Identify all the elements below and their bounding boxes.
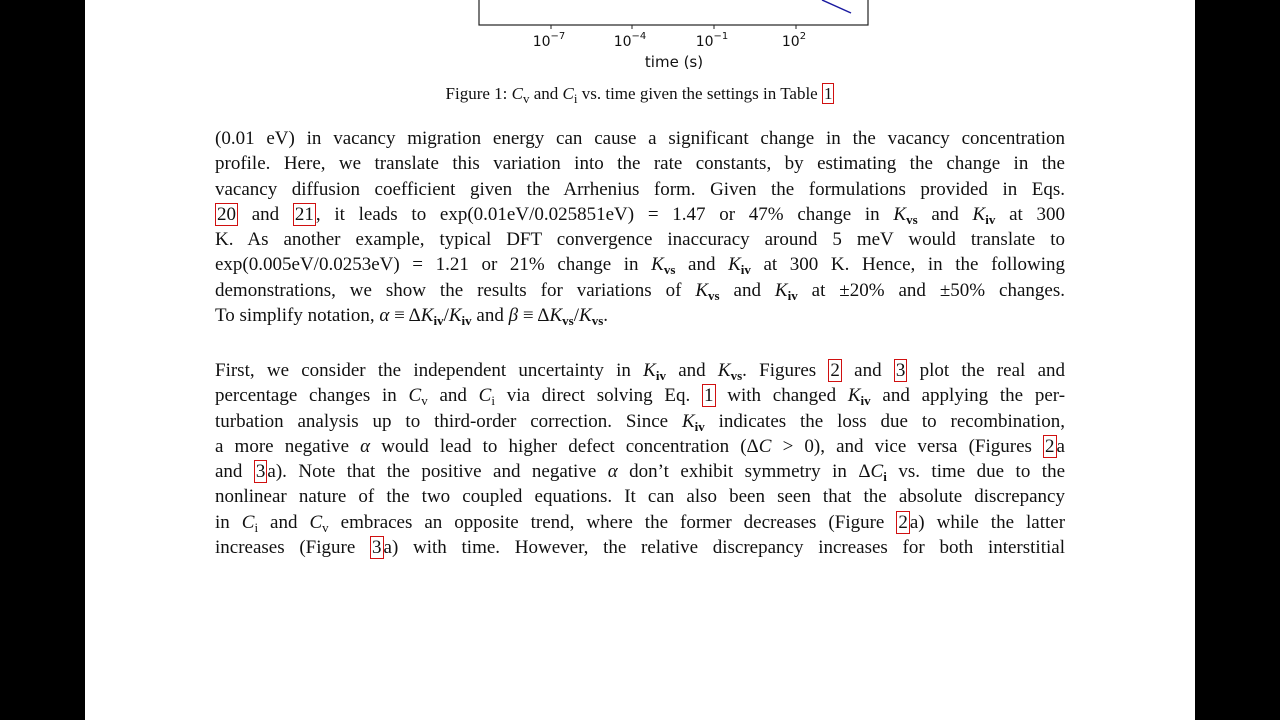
reference-link[interactable]: 20 — [217, 203, 236, 225]
text: increases (Figure — [215, 537, 371, 559]
reference-link[interactable]: 2 — [1045, 435, 1055, 457]
math-symbol: β — [508, 305, 519, 327]
text: at ±20% and ±50% changes. — [797, 279, 1065, 301]
subscript: vs — [663, 262, 676, 278]
text: percentage changes in — [215, 385, 409, 407]
subscript: v — [522, 91, 530, 106]
text: / — [443, 305, 449, 327]
text: and — [427, 385, 479, 407]
text: and — [471, 305, 509, 327]
math-symbol: K — [847, 385, 861, 407]
text-line — [215, 434, 1065, 459]
text: would lead to higher defect concentration (Δ — [370, 435, 759, 457]
text-line — [215, 459, 1065, 484]
subscript: i — [254, 519, 259, 535]
text-line — [215, 510, 1065, 535]
text: > 0), and vice versa (Figures — [771, 435, 1044, 457]
text: a) while the latter — [909, 511, 1066, 533]
plot-axes-frame — [479, 0, 868, 25]
math-symbol: K — [681, 410, 695, 432]
text: and — [917, 203, 973, 225]
math-symbol: C — [870, 461, 884, 483]
paper-page — [85, 0, 1195, 720]
x-tick-label: $10^{-7}$ — [532, 31, 566, 50]
subscript: iv — [860, 393, 871, 409]
subscript: v — [421, 393, 428, 409]
reference-link[interactable]: 2 — [898, 511, 908, 533]
subscript: vs — [708, 287, 720, 303]
subscript: iv — [694, 418, 705, 434]
text-line — [215, 278, 1065, 303]
text: embraces an opposite trend, where the former decreases (Figure — [328, 511, 897, 533]
math-symbol: α — [607, 461, 618, 483]
text: and applying the per- — [870, 385, 1066, 407]
math-symbol: K — [774, 279, 788, 301]
reference-link[interactable]: 3 — [895, 360, 906, 381]
text: and — [665, 360, 718, 381]
math-symbol: K — [893, 203, 907, 225]
math-symbol: K — [728, 254, 741, 276]
text: K. As another example, typical DFT convergence inaccuracy around 5 meV would translate to — [215, 229, 1065, 251]
x-tick-label: $10^{-4}$ — [613, 31, 647, 50]
reference-link[interactable]: 1 — [823, 84, 833, 103]
text: vs. time given the settings in Table — [577, 84, 822, 103]
math-symbol: C — [241, 511, 255, 533]
text: and — [529, 84, 563, 103]
text: ≡ Δ — [518, 305, 550, 327]
text: exp(0.005eV/0.0253eV) = 1.21 or 21% change in — [215, 254, 652, 276]
math-symbol: K — [643, 360, 656, 381]
subscript: iv — [655, 368, 666, 383]
text-line — [215, 177, 1065, 202]
math-symbol: K — [972, 203, 986, 225]
subscript: i — [573, 91, 578, 106]
text: , it leads to exp(0.01eV/0.025851eV) = 1.47 or 47% change in — [315, 203, 894, 225]
x-tick-label: $10^2$ — [781, 31, 807, 50]
text: and — [675, 254, 729, 276]
subscript: v — [322, 519, 329, 535]
text: To simplify notation, — [215, 305, 380, 327]
reference-link[interactable]: 3 — [372, 537, 382, 559]
reference-link[interactable]: 21 — [294, 203, 314, 225]
text-line — [215, 202, 1065, 227]
math-symbol: C — [309, 511, 323, 533]
math-symbol: K — [448, 305, 462, 327]
math-symbol: C — [408, 385, 422, 407]
data-line-series — [822, 0, 851, 13]
text-line — [215, 252, 1065, 277]
text-line — [215, 383, 1065, 408]
text: at 300 — [995, 203, 1066, 225]
text-line — [215, 535, 1065, 560]
math-symbol: K — [695, 279, 709, 301]
text: . Figures — [742, 360, 829, 381]
paragraph-2 — [215, 358, 1065, 560]
x-tick-label: $10^{-1}$ — [695, 31, 729, 50]
text: . — [603, 305, 608, 327]
text: and — [258, 511, 310, 533]
math-symbol: K — [579, 305, 592, 327]
text: turbation analysis up to third-order correction. Since — [215, 410, 682, 432]
text-line — [215, 151, 1065, 176]
text: a more negative — [215, 435, 361, 457]
math-symbol: K — [549, 305, 563, 327]
subscript: i — [883, 469, 887, 485]
subscript: vs — [906, 211, 918, 227]
text: a) with time. However, the relative discrepancy increases for both interstitial — [383, 537, 1065, 559]
text: and — [238, 203, 293, 225]
math-symbol: C — [478, 385, 492, 407]
subscript: vs — [562, 313, 574, 329]
math-symbol: C — [758, 435, 772, 457]
subscript: iv — [985, 211, 996, 227]
text: Figure 1: — [445, 84, 512, 103]
subscript: iv — [433, 313, 444, 329]
text: profile. Here, we translate this variation into the rate constants, by estimating the change in the — [215, 153, 1065, 175]
text: a — [1056, 435, 1065, 457]
text-line — [215, 484, 1065, 509]
math-symbol: C — [562, 84, 574, 103]
text: demonstrations, we show the results for variations of — [215, 279, 696, 301]
text: don’t exhibit symmetry in Δ — [617, 461, 871, 483]
paragraph-1 — [215, 126, 1065, 328]
text: and — [215, 461, 254, 483]
subscript: vs — [591, 313, 604, 329]
x-axis-label: time (s) — [644, 53, 704, 71]
reference-link[interactable]: 3 — [255, 461, 266, 483]
text: a). Note that the positive and negative — [267, 461, 608, 483]
text-line — [215, 126, 1065, 151]
text: via direct solving Eq. — [494, 385, 703, 407]
figure-caption — [85, 84, 1195, 107]
text: vs. time due to the — [886, 461, 1065, 483]
text: ≡ Δ — [389, 305, 421, 327]
math-symbol: α — [360, 435, 371, 457]
subscript: iv — [787, 287, 798, 303]
subscript: iv — [461, 313, 472, 329]
math-symbol: C — [511, 84, 523, 103]
subscript: iv — [740, 262, 751, 278]
math-symbol: K — [651, 254, 664, 276]
text-line — [215, 303, 1065, 328]
text: First, we consider the independent uncertainty in — [215, 360, 644, 381]
text: nonlinear nature of the two coupled equations. It can also been seen that the absolute discrepancy — [215, 486, 1065, 508]
text-line — [215, 409, 1065, 434]
text: at 300 K. Hence, in the following — [750, 254, 1065, 276]
text: (0.01 eV) in vacancy migration energy can cause a significant change in the vacancy concentration — [215, 128, 1065, 149]
text: and — [719, 279, 775, 301]
subscript: vs — [730, 368, 743, 383]
text: plot the real and — [907, 360, 1066, 381]
reference-link[interactable]: 1 — [704, 385, 714, 407]
text: in — [215, 511, 242, 533]
text: and — [841, 360, 894, 381]
reference-link[interactable]: 2 — [830, 360, 840, 381]
text: with changed — [715, 385, 848, 407]
math-symbol: α — [379, 305, 390, 327]
text-line — [215, 227, 1065, 252]
math-symbol: K — [717, 360, 731, 381]
text: / — [573, 305, 579, 327]
subscript: i — [491, 393, 495, 409]
text: vacancy diffusion coefficient given the Arrhenius form. Given the formulations provided in Eqs. — [215, 178, 1065, 200]
text-line — [215, 358, 1065, 383]
text: indicates the loss due to recombination, — [704, 410, 1065, 432]
math-symbol: K — [420, 305, 434, 327]
